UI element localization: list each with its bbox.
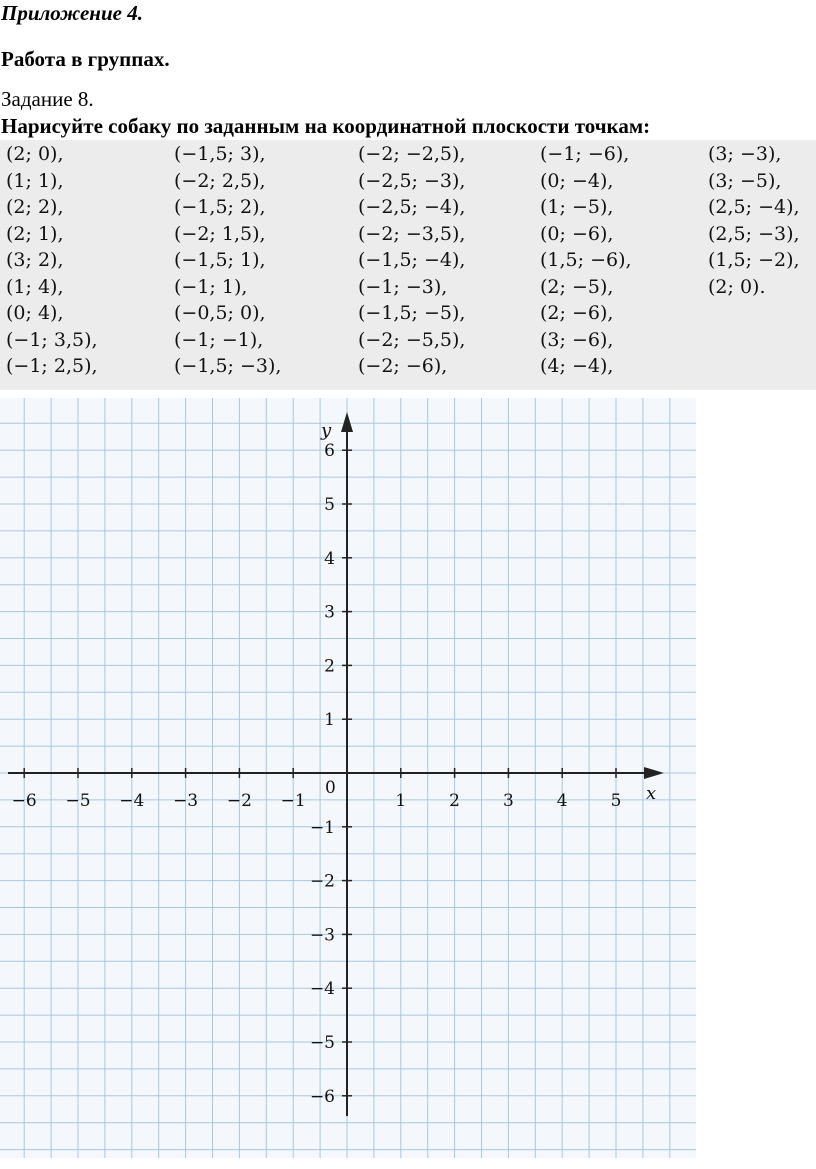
point-item: (0; 4), [6, 302, 64, 324]
point-item: (1,5; −2), [708, 249, 800, 271]
y-tick-label: 1 [324, 710, 335, 731]
appendix-title: Приложение 4. [1, 1, 143, 25]
y-tick-label: −1 [309, 817, 335, 838]
x-tick-label: 1 [395, 791, 407, 811]
point-item: (−0,5; 0), [174, 302, 266, 324]
y-tick-label: 3 [324, 602, 335, 623]
y-tick-label: −2 [309, 871, 335, 892]
point-item: (2; 1), [6, 222, 64, 245]
x-tick-label: 2 [449, 791, 461, 811]
origin-label: 0 [325, 778, 336, 798]
x-tick-label: 5 [610, 791, 622, 811]
y-tick-label: −5 [309, 1033, 335, 1053]
task-number: Задание 8. [1, 87, 94, 111]
point-item: (1; 4), [6, 275, 64, 298]
x-axis-label: x [646, 783, 657, 804]
points-column-2 [174, 141, 281, 380]
coordinate-plane [0, 398, 696, 1158]
point-item: (2; −6), [540, 302, 614, 324]
point-item: (−2; 1,5), [174, 222, 266, 245]
x-tick-label: −3 [173, 791, 199, 811]
points-column-5 [708, 141, 800, 300]
task-instruction: Нарисуйте собаку по заданным на координатной плоскости точкам: [1, 114, 651, 138]
point-item: (1,5; −6), [540, 249, 632, 271]
x-tick-label: −1 [280, 791, 306, 811]
point-item: (−2; −2,5), [358, 143, 466, 165]
x-tick-label: −4 [119, 791, 145, 811]
point-item: (−1,5; −5), [358, 302, 466, 324]
point-item: (−2,5; −3), [358, 169, 466, 192]
point-item: (3; 2), [6, 249, 64, 271]
point-item: (2,5; −3), [708, 222, 800, 245]
point-item: (−1; 2,5), [6, 355, 98, 377]
y-tick-label: 6 [324, 441, 335, 462]
y-tick-label: 2 [324, 656, 335, 677]
section-heading: Работа в группах. [1, 47, 170, 71]
x-tick-label: −5 [65, 791, 91, 811]
point-item: (−2; −3,5), [358, 222, 466, 245]
point-item: (−1,5; 2), [174, 196, 266, 218]
points-column-1 [6, 141, 98, 380]
point-item: (−1; −6), [540, 143, 630, 165]
y-tick-label: 4 [324, 548, 335, 569]
point-item: (2; 0). [708, 275, 766, 298]
point-item: (3; −3), [708, 143, 782, 165]
point-item: (1; −5), [540, 196, 614, 218]
y-tick-label: −6 [309, 1086, 335, 1107]
point-item: (3; −5), [708, 169, 782, 192]
point-item: (−2,5; −4), [358, 196, 466, 218]
point-item: (2; 2), [6, 196, 64, 218]
point-item: (0; −6), [540, 222, 614, 245]
point-item: (2; 0), [6, 143, 64, 165]
point-item: (−1,5; −4), [358, 249, 466, 271]
y-tick-label: −3 [309, 925, 335, 946]
point-item: (2; −5), [540, 275, 614, 298]
x-tick-label: −6 [11, 791, 37, 811]
x-tick-label: 4 [556, 791, 568, 811]
points-column-4 [540, 141, 632, 380]
point-item: (−1; −1), [174, 328, 264, 351]
point-item: (2,5; −4), [708, 196, 800, 218]
point-item: (4; −4), [540, 355, 614, 377]
point-item: (−2; −5,5), [358, 328, 466, 351]
point-item: (−1,5; 1), [174, 249, 266, 271]
point-item: (−2; 2,5), [174, 169, 266, 192]
point-item: (3; −6), [540, 328, 614, 351]
y-tick-label: 5 [324, 495, 335, 515]
point-item: (−1; 3,5), [6, 328, 98, 351]
point-item: (−1,5; −3), [174, 355, 282, 377]
y-axis-label: y [321, 420, 332, 441]
point-item: (−1,5; 3), [174, 143, 266, 165]
point-item: (1; 1), [6, 169, 64, 192]
points-column-3 [358, 141, 465, 380]
point-item: (0; −4), [540, 169, 614, 192]
y-tick-label: −4 [309, 979, 335, 1000]
x-tick-label: −2 [226, 791, 252, 811]
x-tick-label: 3 [502, 791, 514, 811]
point-item: (−1; −3), [358, 275, 448, 298]
point-item: (−2; −6), [358, 355, 448, 377]
point-item: (−1; 1), [174, 275, 248, 298]
